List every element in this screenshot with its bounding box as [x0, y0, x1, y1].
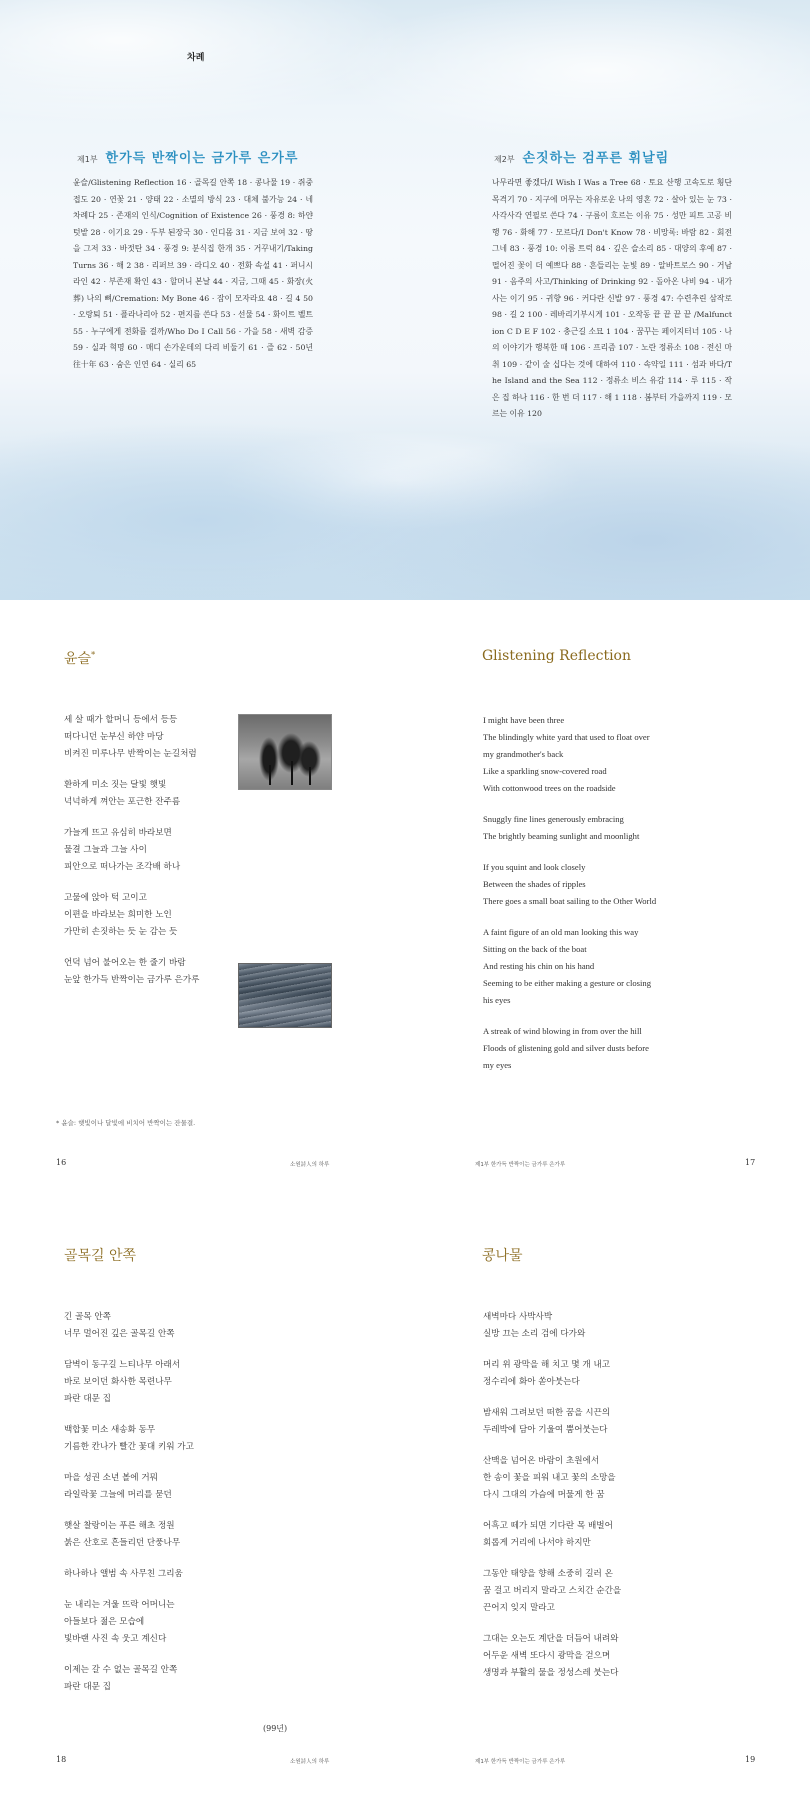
stanza	[483, 924, 656, 1009]
poem-title-golmokgil: 골목길 안쪽	[64, 1248, 137, 1264]
part1-number: 제1부	[77, 155, 98, 164]
poem-title-text: 윤슬	[64, 651, 92, 667]
poem-line: 새벽마다 사박사박	[483, 1312, 553, 1322]
stanza	[483, 859, 656, 910]
poem-title-glistening-reflection: Glistening Reflection	[482, 648, 631, 664]
poem-line: 다시 그대의 가슴에 머물게 한 꿈	[483, 1490, 605, 1500]
poem-line: 머리 위 광막을 해 치고 몇 개 내고	[483, 1360, 611, 1370]
part1-title: 한가득 반짝이는 금가루 은가루	[105, 151, 299, 166]
poem-line: Between the shades of ripples	[483, 879, 586, 889]
tree-photo	[238, 714, 332, 790]
poem-line: The brightly beaming sunlight and moonlight	[483, 831, 640, 841]
poem-title-kongnamul: 콩나물	[482, 1248, 523, 1264]
poem-line: 햇살 찰랑이는 푸른 해초 정원	[64, 1521, 175, 1531]
poem-line: 긴 골목 안쪽	[64, 1312, 111, 1322]
stanza	[483, 1631, 621, 1682]
poem-line: 넉넉하게 껴안는 포근한 잔주름	[64, 797, 181, 807]
poem-body-golmokgil	[64, 1309, 194, 1710]
stanza	[64, 1357, 194, 1408]
poem-line: A streak of wind blowing in from over the hill	[483, 1026, 642, 1036]
running-header: 제1부 한가득 반짝이는 금가루 은가루	[475, 1759, 566, 1765]
poem-line: 파란 대문 집	[64, 1682, 111, 1692]
poem-line: 눈 내리는 겨울 뜨락 어머니는	[64, 1600, 175, 1610]
poem-line: A faint figure of an old man looking this way	[483, 927, 639, 937]
poem-line: 눈앞 한가득 반짝이는 금가루 은가루	[64, 975, 200, 985]
running-header: 소원詩人의 하루	[290, 1759, 330, 1765]
stanza	[64, 1662, 194, 1696]
stanza	[483, 811, 656, 845]
stanza	[64, 1566, 194, 1583]
stanza	[483, 1453, 621, 1504]
part2-heading	[494, 147, 669, 166]
poem-line: 정수리에 화아 쏟아붓는다	[483, 1377, 580, 1387]
page-number: 16	[56, 1158, 67, 1167]
poem-line: Snuggly fine lines generously embracing	[483, 814, 624, 824]
running-header: 제1부 한가득 반짝이는 금가루 은가루	[475, 1162, 566, 1168]
poem-line: 끈어지 잊지 말라고	[483, 1603, 555, 1613]
poem-line: 백합꽃 미소 새송화 동무	[64, 1425, 156, 1435]
poem-line: Floods of glistening gold and silver dusts before	[483, 1043, 649, 1053]
page-16	[0, 600, 405, 1200]
poem-line: 붉은 산호로 흔들리던 단풍나무	[64, 1538, 181, 1548]
page-number: 17	[745, 1158, 756, 1167]
poem-line: 환하게 미소 짓는 달빛 햇빛	[64, 780, 167, 790]
poem-line: 담벽이 동구길 느티나무 아래서	[64, 1360, 181, 1370]
poem-line: Sitting on the back of the boat	[483, 944, 587, 954]
stanza	[64, 1518, 194, 1552]
poem-line: There goes a small boat sailing to the Other World	[483, 896, 657, 906]
poem-line: 고물에 앉아 턱 고이고	[64, 893, 147, 903]
poem-line: 회롭게 거리에 나서야 하지만	[483, 1538, 591, 1548]
poem-line: 어흑고 떼가 되면 기다란 목 배벌어	[483, 1521, 613, 1531]
poem-line: 가늘게 뜨고 유심히 바라보면	[64, 828, 172, 838]
stanza	[483, 1566, 621, 1617]
poem-line: 물결 그늘과 그늘 사이	[64, 845, 147, 855]
part1-heading	[77, 147, 298, 166]
poem-line: 피안으로 떠나가는 조각배 하나	[64, 862, 181, 872]
poem-line: 바로 보이던 화사한 목련나무	[64, 1377, 172, 1387]
poem-line: 그대는 오는도 계단을 더듬어 내려와	[483, 1634, 619, 1644]
page-17	[405, 600, 810, 1200]
page-18	[0, 1200, 405, 1800]
poem-line: 어두운 새벽 또다시 광막을 걷으며	[483, 1651, 611, 1661]
poem-body-yunseul	[64, 712, 199, 1003]
poem-line: I might have been three	[483, 715, 565, 725]
stanza	[64, 890, 199, 941]
poem-line: 비켜진 미루나무 반짝이는 눈길처럼	[64, 749, 197, 759]
part2-contents-list: 나무라면 좋겠다/I Wish I Was a Tree 68 · 토요 산행 고속도로 횡단 목격기 70 · 지구에 머무는 자유로운 나의 영혼 72 · 살아 있는 눈 73 · 사각사각 연필로 쓴다 74 · 구름이 흐르는 이유 75 · 성만 피트 고공 비행 76 · 화해 77 · 모르다/I Don't Know 78 · 비망록: 바람 82 · 회전그네 83 · 풍경 10: 이름 트럭 84 · 깊은 슬소리 85 · 대양의 후예 87 · 떨어진 꽃이 더 예쁘다 88 · 흔들리는 눈빛 89 · 알바트로스 90 · 거남 91 · 음주의 사고/Thinking of Drinking 92 · 돌아온 나비 94 · 내가 사는 이기 95 · 귀향 96 · 커다란 신발 97 · 풍경 47: 수련추린 삼작로 98 · 길 2 100 · 레바리기부시게 101 · 오작동 끝 끝 끝 끝 /Malfunction C D E F 102 · 충근길 소묘 1 104 · 꿈꾸는 페이지터너 105 · 나의 이야기가 행복한 때 106 · 프리즘 107 · 노란 정류소 108 · 전신 마취 109 · 같이 술 십다는 것에 대하여 110 · 속약일 111 · 섬과 바다/The Island and the Sea 112 · 정류소 비스 유감 114 · 루 115 · 작은 집 하나 116 · 한 번 더 117 · 해 1 118 · 봄부터 가을까지 119 · 모르는 이유 120	[492, 178, 732, 418]
toc-title: 차례	[187, 53, 205, 63]
footnote: * 윤슬: 햇빛이나 달빛에 비치어 반짝이는 잔물결.	[56, 1119, 196, 1127]
poem-body-kongnamul	[483, 1309, 621, 1696]
stanza	[483, 1357, 621, 1391]
poem-line: 하나하나 앨범 속 사무친 그리움	[64, 1569, 183, 1579]
running-header: 소원詩人의 하루	[290, 1162, 330, 1168]
poem-line: 실방 끄는 소리 검에 다가와	[483, 1329, 586, 1339]
stanza	[483, 1405, 621, 1439]
page-number: 19	[745, 1755, 756, 1764]
poem-line: 꿈 걸고 버리지 말라고 스치간 순간을	[483, 1586, 622, 1596]
poem-line: Seeming to be either making a gesture or closing	[483, 978, 652, 988]
poem-line: 기름한 칸나가 빨간 꽃대 키워 가고	[64, 1442, 194, 1452]
poem-line: Like a sparkling snow-covered road	[483, 766, 607, 776]
poem-line: 밤새워 그려보던 떠한 꿈을 시끈의	[483, 1408, 611, 1418]
poem-line: 떠다니던 눈부신 하얀 마당	[64, 732, 164, 742]
page-number: 18	[56, 1755, 67, 1764]
stanza	[64, 1597, 194, 1648]
part1-contents-list: 윤슬/Glistening Reflection 16 · 골목길 안쪽 18 · 콩나물 19 · 쥐중 접도 20 · 연꽃 21 · 양태 22 · 소멸의 방식 23 · 대체 불가능 24 · 네 차례다 25 · 존재의 인식/Cognition of Existence 26 · 풍경 8: 하얀 텃밭 28 · 이기요 29 · 두부 된장국 30 · 인디몸 31 · 지금 보여 32 · 땅을 그저 33 · 바젓탄 34 · 풍경 9: 분식집 한개 35 · 거꾸내기/Taking Turns 36 · 해 2 38 · 리퍼브 39 · 라디오 40 · 전화 속설 41 · 퍼니시 라인 42 · 부존재 확인 43 · 할머니 본날 44 · 지금, 그때 45 · 화장(火葬) 나의 뼈/Cremation: My Bone 46 · 잠이 모자라요 48 · 길 4 50 · 오랑퇴 51 · 플라나리아 52 · 편지를 쓴다 53 · 선물 54 · 화이트 벨트 55 · 누구에게 전화를 걸까/Who Do I Call 56 · 가을 58 · 새벽 감증 59 · 실과 혁명 60 · 매디 손가운데의 다리 비둘기 61 · 즐 62 · 50년 往十年 63 · 숨은 인연 64 · 실리 65	[73, 178, 313, 369]
poem-line: my grandmother's back	[483, 749, 564, 759]
poem-line: 너무 멀어진 깊은 골목길 안쪽	[64, 1329, 175, 1339]
poem-line: 이제는 갈 수 없는 골목길 안쪽	[64, 1665, 178, 1675]
stanza	[483, 712, 656, 797]
poem-line: 아들보다 젊은 모습에	[64, 1617, 145, 1627]
page-19	[405, 1200, 810, 1800]
poem-body-glistening-reflection	[483, 712, 656, 1088]
poem-line: The blindingly white yard that used to float over	[483, 732, 650, 742]
poem-line: 파란 대문 집	[64, 1394, 111, 1404]
stanza	[64, 712, 199, 763]
part2-title: 손짓하는 검푸른 휘날림	[522, 151, 670, 166]
poem-line: 그동안 태양을 향해 소중히 길러 온	[483, 1569, 613, 1579]
poem-line: 빛바랜 사진 속 웃고 계신다	[64, 1634, 167, 1644]
poem-line: 세 살 때가 할머니 등에서 등등	[64, 715, 178, 725]
poem-line: 생명과 부활의 물을 정성스레 붓는다	[483, 1668, 619, 1678]
poem-line: 마을 성권 소년 볼에 거뭐	[64, 1473, 158, 1483]
poem-line: And resting his chin on his hand	[483, 961, 595, 971]
poem-line: 가만히 손짓하는 듯 눈 감는 듯	[64, 927, 178, 937]
stanza	[483, 1309, 621, 1343]
poem-line: his eyes	[483, 995, 511, 1005]
stanza	[64, 1422, 194, 1456]
poem-line: 두레박에 담아 기울여 뿜어붓는다	[483, 1425, 608, 1435]
stanza	[64, 955, 199, 989]
stanza	[64, 1309, 194, 1343]
poem-line: 라일락꽃 그늘에 머리를 묻던	[64, 1490, 172, 1500]
toc-spread	[0, 0, 810, 600]
stanza	[483, 1023, 656, 1074]
part2-number: 제2부	[494, 155, 515, 164]
poem-title-yunseul	[64, 648, 95, 668]
stanza	[64, 777, 199, 811]
poem-line: With cottonwood trees on the roadside	[483, 783, 616, 793]
water-photo	[238, 963, 332, 1028]
poem-line: 언덕 넘어 불어오는 한 줄기 바람	[64, 958, 186, 968]
poem-year: (99년)	[263, 1724, 288, 1733]
stanza	[64, 1470, 194, 1504]
stanza	[64, 825, 199, 876]
stanza	[483, 1518, 621, 1552]
poem-line: 이편을 바라보는 희미한 노인	[64, 910, 172, 920]
poem-line: 한 송이 꽃을 피워 내고 꽃의 소망을	[483, 1473, 616, 1483]
poem-line: 산맥을 넘어온 바람이 초원에서	[483, 1456, 600, 1466]
poem-line: If you squint and look closely	[483, 862, 586, 872]
footnote-mark: *	[91, 650, 96, 660]
poem-line: my eyes	[483, 1060, 512, 1070]
